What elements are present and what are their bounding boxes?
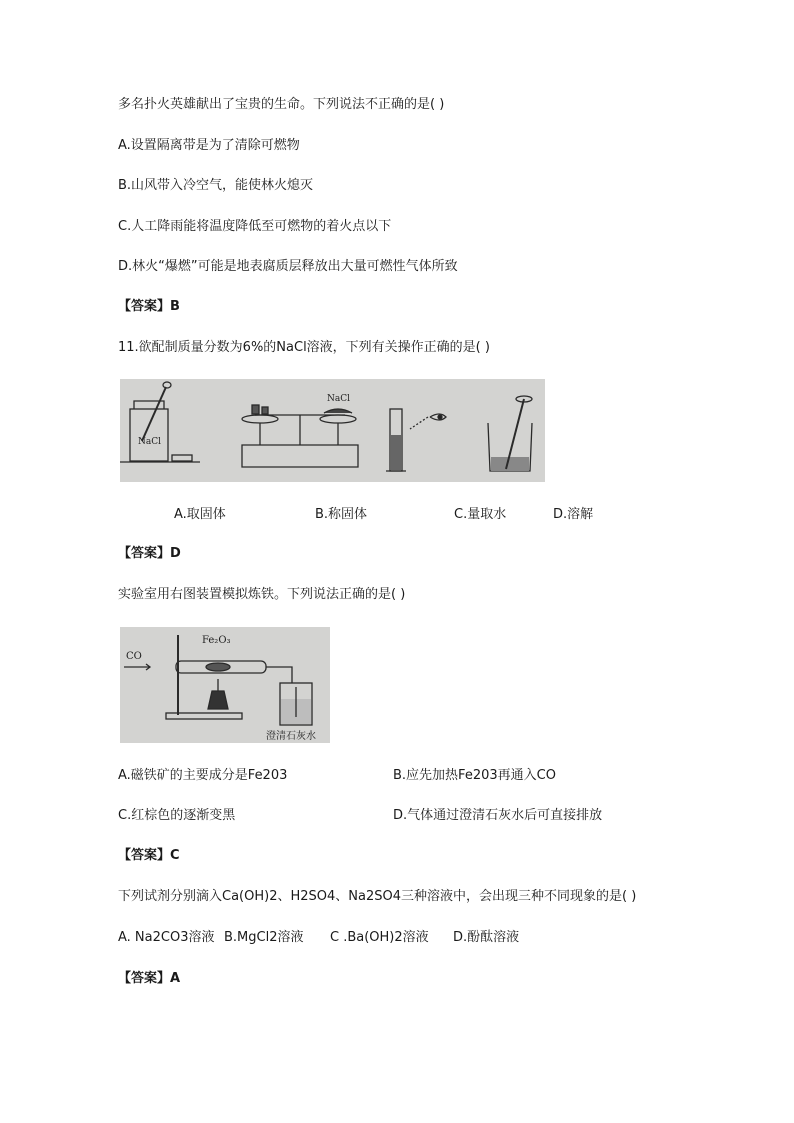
q12-option-c: C.红棕色的逐渐变黑: [118, 808, 236, 823]
q13-option-a: A. Na2CO3溶液: [118, 930, 215, 945]
q12-option-d: D.气体通过澄清石灰水后可直接排放: [393, 808, 603, 823]
q11-option-d: D.溶解: [553, 507, 594, 522]
q12-answer: 【答案】C: [118, 848, 180, 863]
q11-option-b: B.称固体: [315, 507, 368, 522]
q10-option-c: C.人工降雨能将温度降低至可燃物的着火点以下: [118, 219, 392, 234]
limewater-label: 澄清石灰水: [266, 731, 316, 742]
q10-answer: 【答案】B: [118, 299, 180, 314]
q13-stem: 下列试剂分别滴入Ca(OH)2、H2SO4、Na2SO4三种溶液中，会出现三种不同现象的是( ): [118, 889, 637, 904]
solution-preparation-diagram: [120, 379, 545, 482]
q13-option-d: D.酚酞溶液: [453, 930, 520, 945]
q13-option-b: B.MgCl2溶液: [224, 930, 304, 945]
q11-answer: 【答案】D: [118, 546, 181, 561]
iron-smelting-figure: [120, 627, 330, 743]
q13-option-c: C .Ba(OH)2溶液: [330, 930, 429, 945]
q10-option-b: B.山风带入冷空气，能使林火熄灭: [118, 178, 314, 193]
q12-option-b: B.应先加热Fe203再通入CO: [393, 768, 556, 783]
q13-answer: 【答案】A: [118, 971, 181, 986]
q11-option-c: C.量取水: [454, 507, 507, 522]
alcohol-lamp-icon: [208, 691, 228, 709]
co-label: CO: [126, 651, 142, 662]
balance-icon: [242, 445, 358, 467]
q10-stem: 多名扑火英雄献出了宝贵的生命。下列说法不正确的是( ): [118, 97, 445, 112]
q12-option-a: A.磁铁矿的主要成分是Fe203: [118, 768, 288, 783]
q11-option-a: A.取固体: [174, 507, 226, 522]
reagent-bottle-icon: [130, 409, 168, 461]
q10-option-d: D.林火“爆燃”可能是地表腐质层释放出大量可燃性气体所致: [118, 259, 458, 274]
q12-stem: 实验室用右图装置模拟炼铁。下列说法正确的是( ): [118, 587, 406, 602]
q10-option-a: A.设置隔离带是为了清除可燃物: [118, 138, 300, 153]
nacl-bottle-label: NaCl: [138, 437, 162, 447]
fe2o3-label: Fe₂O₃: [202, 635, 231, 646]
solution-preparation-figure: [120, 379, 545, 482]
iron-smelting-diagram: [120, 627, 330, 743]
nacl-balance-label: NaCl: [327, 394, 351, 404]
q11-stem: 11.欲配制质量分数为6%的NaCl溶液，下列有关操作正确的是( ): [118, 340, 490, 355]
lid-icon: [172, 455, 192, 461]
